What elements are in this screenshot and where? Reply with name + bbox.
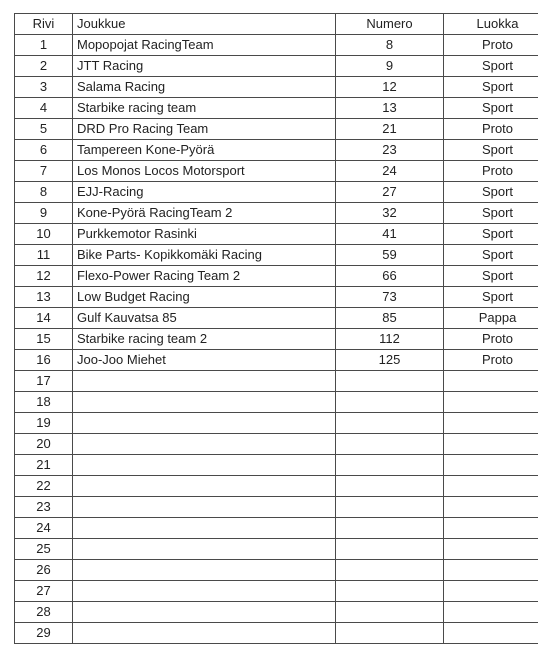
table-row [15,434,538,455]
cell-number: 59 [336,245,444,266]
cell-class [444,371,538,392]
cell-number [336,539,444,560]
table-header [15,14,538,35]
cell-number: 66 [336,266,444,287]
table-row [15,560,538,581]
team-registration-table [14,13,538,644]
cell-number: 73 [336,287,444,308]
cell-row-number: 19 [15,413,73,434]
cell-class: Sport [444,245,538,266]
cell-row-number: 29 [15,623,73,644]
cell-team [73,518,336,539]
cell-class: Sport [444,182,538,203]
cell-team: Mopopojat RacingTeam [73,35,336,56]
table-row [15,455,538,476]
cell-class: Sport [444,266,538,287]
header-number: Numero [336,14,444,35]
cell-team: Bike Parts- Kopikkomäki Racing [73,245,336,266]
cell-team [73,371,336,392]
cell-team [73,392,336,413]
cell-row-number: 1 [15,35,73,56]
cell-team: Starbike racing team 2 [73,329,336,350]
cell-team [73,413,336,434]
cell-class: Proto [444,119,538,140]
cell-number [336,455,444,476]
cell-team: DRD Pro Racing Team [73,119,336,140]
header-team: Joukkue [73,14,336,35]
table-row [15,602,538,623]
cell-team [73,434,336,455]
cell-row-number: 11 [15,245,73,266]
table-row [15,350,538,371]
table-body [15,35,538,644]
cell-number [336,560,444,581]
cell-class: Sport [444,224,538,245]
cell-row-number: 22 [15,476,73,497]
cell-row-number: 15 [15,329,73,350]
cell-class [444,497,538,518]
cell-class [444,455,538,476]
table-row [15,539,538,560]
cell-number: 24 [336,161,444,182]
header-row-number: Rivi [15,14,73,35]
table-row [15,56,538,77]
table-row [15,518,538,539]
cell-team: Salama Racing [73,77,336,98]
table-row [15,308,538,329]
table-row [15,182,538,203]
cell-row-number: 10 [15,224,73,245]
cell-row-number: 9 [15,203,73,224]
cell-row-number: 17 [15,371,73,392]
cell-row-number: 20 [15,434,73,455]
cell-class [444,623,538,644]
cell-class: Sport [444,140,538,161]
cell-number: 13 [336,98,444,119]
cell-class: Sport [444,56,538,77]
cell-team: JTT Racing [73,56,336,77]
cell-class: Sport [444,203,538,224]
cell-team [73,623,336,644]
cell-row-number: 21 [15,455,73,476]
cell-team [73,539,336,560]
cell-number: 27 [336,182,444,203]
cell-team: Starbike racing team [73,98,336,119]
cell-row-number: 5 [15,119,73,140]
cell-team [73,497,336,518]
cell-team [73,455,336,476]
cell-number: 23 [336,140,444,161]
cell-number [336,392,444,413]
cell-row-number: 8 [15,182,73,203]
cell-team: Gulf Kauvatsa 85 [73,308,336,329]
cell-number [336,371,444,392]
cell-row-number: 14 [15,308,73,329]
cell-row-number: 4 [15,98,73,119]
table-row [15,581,538,602]
cell-class [444,518,538,539]
table-row [15,413,538,434]
cell-number: 41 [336,224,444,245]
cell-class [444,476,538,497]
cell-team: Flexo-Power Racing Team 2 [73,266,336,287]
table-row [15,119,538,140]
cell-row-number: 25 [15,539,73,560]
cell-row-number: 18 [15,392,73,413]
cell-number: 125 [336,350,444,371]
cell-class: Sport [444,77,538,98]
cell-row-number: 6 [15,140,73,161]
cell-team: Los Monos Locos Motorsport [73,161,336,182]
cell-class [444,581,538,602]
cell-class [444,539,538,560]
cell-class: Pappa [444,308,538,329]
cell-row-number: 3 [15,77,73,98]
cell-row-number: 28 [15,602,73,623]
cell-number [336,623,444,644]
table-row [15,287,538,308]
cell-class: Proto [444,161,538,182]
cell-class: Proto [444,35,538,56]
cell-number: 12 [336,77,444,98]
cell-number: 112 [336,329,444,350]
cell-class [444,434,538,455]
cell-team: Low Budget Racing [73,287,336,308]
cell-number: 9 [336,56,444,77]
cell-row-number: 2 [15,56,73,77]
table-row [15,140,538,161]
cell-class [444,602,538,623]
cell-row-number: 12 [15,266,73,287]
table-row [15,476,538,497]
cell-class: Sport [444,98,538,119]
cell-number [336,434,444,455]
cell-number [336,581,444,602]
cell-number [336,413,444,434]
cell-row-number: 26 [15,560,73,581]
cell-team: EJJ-Racing [73,182,336,203]
table-row [15,203,538,224]
cell-row-number: 24 [15,518,73,539]
cell-row-number: 23 [15,497,73,518]
cell-row-number: 16 [15,350,73,371]
table-row [15,77,538,98]
table-row [15,224,538,245]
table-row [15,266,538,287]
cell-number: 21 [336,119,444,140]
cell-row-number: 13 [15,287,73,308]
cell-number: 8 [336,35,444,56]
header-class: Luokka [444,14,538,35]
table-row [15,245,538,266]
cell-class [444,392,538,413]
table-row [15,98,538,119]
cell-team: Joo-Joo Miehet [73,350,336,371]
cell-team [73,476,336,497]
cell-team: Tampereen Kone-Pyörä [73,140,336,161]
table-row [15,371,538,392]
cell-class: Sport [444,287,538,308]
table-row [15,329,538,350]
cell-number: 85 [336,308,444,329]
cell-number [336,497,444,518]
table-row [15,161,538,182]
cell-class: Proto [444,329,538,350]
table-row [15,497,538,518]
table-row [15,623,538,644]
table-row [15,35,538,56]
cell-class [444,560,538,581]
cell-team [73,560,336,581]
cell-team [73,581,336,602]
header-row [15,14,538,35]
cell-row-number: 7 [15,161,73,182]
cell-class [444,413,538,434]
cell-number: 32 [336,203,444,224]
cell-number [336,476,444,497]
cell-number [336,518,444,539]
cell-team: Purkkemotor Rasinki [73,224,336,245]
cell-class: Proto [444,350,538,371]
cell-team [73,602,336,623]
table-row [15,392,538,413]
cell-number [336,602,444,623]
cell-row-number: 27 [15,581,73,602]
cell-team: Kone-Pyörä RacingTeam 2 [73,203,336,224]
